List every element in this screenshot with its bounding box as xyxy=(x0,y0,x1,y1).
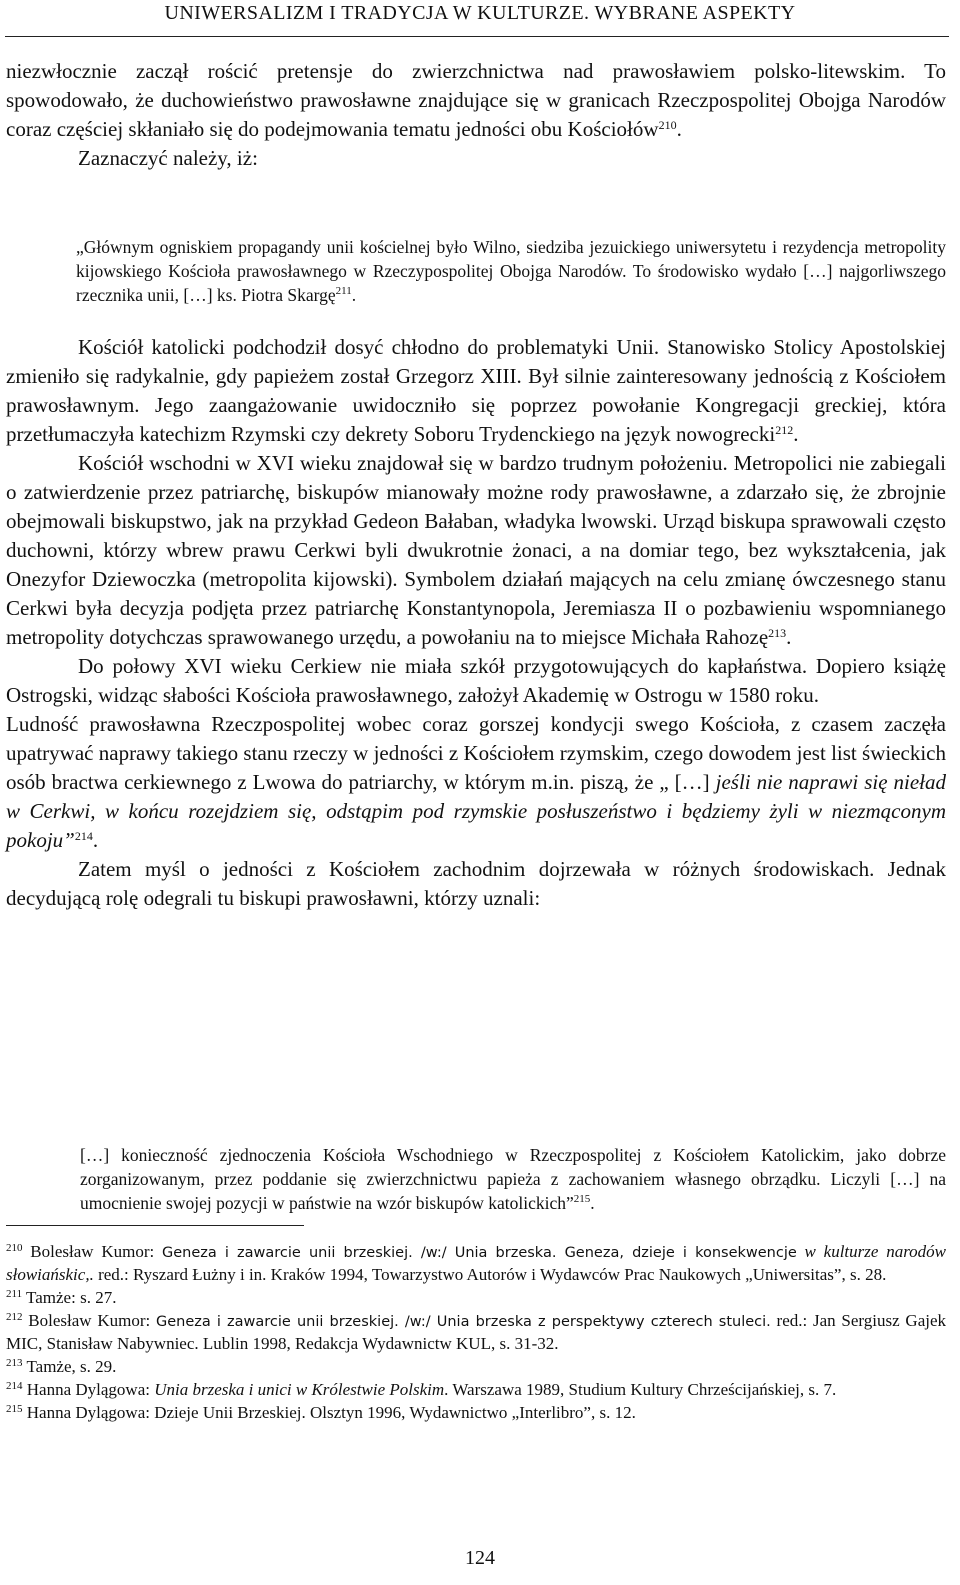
paragraph-7: Zatem myśl o jedności z Kościołem zachodnim dojrzewała w różnych środowiskach. Jednak decydującą rolę odegrali tu biskupi prawosławni, którzy uznali: xyxy=(6,857,946,910)
running-header: UNIWERSALIZM I TRADYCJA W KULTURZE. WYBRANE ASPEKTY xyxy=(164,2,796,24)
paragraph-6 xyxy=(6,710,946,855)
block-quote-1 xyxy=(76,235,946,307)
paragraph-6-quote: jeśli nie naprawi się nieład w Cerkwi, w końcu rozejdziem się, odstąpim pod rzymskie posłuszeństwo i będziemy żyli w niezmąconym pokoju xyxy=(6,770,947,852)
paragraph-1 xyxy=(6,57,946,144)
footnote-number: 215 xyxy=(6,1403,23,1415)
header-rule xyxy=(5,36,949,37)
footnote-rule xyxy=(6,1225,304,1226)
footnote-number: 211 xyxy=(6,1288,23,1300)
footnotes xyxy=(6,1241,946,1425)
footnote-number: 210 xyxy=(6,1242,23,1254)
intro-section xyxy=(6,57,946,173)
footnote-215 xyxy=(6,1402,946,1424)
main-section xyxy=(6,333,946,913)
footnote-ref-210[interactable]: 210 xyxy=(658,118,677,132)
footnote-author: Bolesław Kumor: xyxy=(28,1311,156,1330)
footnote-rest: red.: Jan Sergiusz Gajek MIC, Stanisław Nabywniec. Lublin 1998, Redakcja Wydawnictw KUL, s. 31-32. xyxy=(6,1311,947,1353)
paragraph-4-end: . xyxy=(786,625,792,649)
footnote-211 xyxy=(6,1287,946,1309)
paragraph-3-end: . xyxy=(793,422,799,446)
footnote-214 xyxy=(6,1379,946,1401)
footnote-210 xyxy=(6,1241,946,1286)
footnote-text: Tamże, s. 29. xyxy=(26,1357,117,1376)
footnote-rest: . Warszawa 1989, Studium Kultury Chrześcijańskiej, s. 7. xyxy=(444,1380,837,1399)
paragraph-4-text: Kościół wschodni w XVI wieku znajdował się w bardzo trudnym położeniu. Metropolici nie zabiegali o zatwierdzenie przez patriarchę, biskupów mianowały możne rody prawosławne, a zdarzało się, że zbrojnie obejmowali biskupstwo, jak na przykład Gedeon Bałaban, władyka lwowski. Urząd biskupa sprawowali często duchowni, którzy wbrew prawu Cerkwi byli dwukrotnie żonaci, a na domiar tego, bez wykształcenia, jak Onezyfor Dziewoczka (metropolita kijowski). Symbolem działań mających na celu zmianę ówczesnego stanu Cerkwi była decyzja podjęta przez patriarchę Konstantynopola, Jeremiasza II o pozbawieniu wspomnianego metropolity dotychczas sprawowanego urzędu, a powołaniu na to miejsce Michała Rahozę xyxy=(6,451,946,649)
block-quote-2-text: […] konieczność zjednoczenia Kościoła Wschodniego w Rzeczpospolitej z Kościołem Katolickim, jako dobrze zorganizowanym, przez poddanie się zwierzchnictwu papieża z zachowaniem własnego obrządku. Liczyli […] na umocnienie swojej pozycji w państwie na wzór biskupów katolickich” xyxy=(80,1145,946,1213)
paragraph-3-text: Kościół katolicki podchodził dosyć chłodno do problematyki Unii. Stanowisko Stolicy Apostolskiej zmieniło się radykalnie, gdy papieżem został Grzegorz XIII. Był silnie zainteresowany jednością z Kościołem prawosławnym. Jego zaangażowanie uwidoczniło się poprzez powołanie Kongregacji greckiej, która przetłumaczyła katechizm Rzymski czy dekrety Soboru Trydenckiego na język nowogrecki xyxy=(6,335,946,446)
footnote-ref-215[interactable]: 215 xyxy=(573,1193,591,1205)
block-quote-1-end: . xyxy=(351,285,357,305)
block-quote-1-text: „Głównym ogniskiem propagandy unii kościelnej było Wilno, siedziba jezuickiego uniwersytetu i rezydencja metropolity kijowskiego Kościoła prawosławnego w Rzeczypospolitej Obojga Narodów. To środowisko wydało […] najgorliwszego rzecznika unii, […] ks. Piotra Skargę xyxy=(76,237,946,305)
footnote-italic: Unia brzeska i unici w Królestwie Polskim xyxy=(154,1380,445,1399)
footnote-rest: red.: Ryszard Łużny i in. Kraków 1994, Towarzystwo Autorów i Wydawców Prac Naukowych „Uniwersitas”, s. 28. xyxy=(93,1265,887,1284)
paragraph-1-text: niezwłocznie zaczął rościć pretensje do zwierzchnictwa nad prawosławiem polsko-litewskim. To spowodowało, że duchowieństwo prawosławne znajdujące się w granicach Rzeczpospolitej Obojga Narodów coraz częściej skłaniało się do podejmowania tematu jedności obu Kościołów xyxy=(6,59,946,141)
page-number: 124 xyxy=(465,1547,495,1569)
footnote-number: 212 xyxy=(6,1311,23,1323)
footnote-author: Hanna Dylągowa: xyxy=(26,1380,155,1399)
paragraph-4 xyxy=(6,449,946,652)
footnote-number: 214 xyxy=(6,1380,23,1392)
footnote-ref-213[interactable]: 213 xyxy=(768,626,787,640)
footnote-213 xyxy=(6,1356,946,1378)
paragraph-2: Zaznaczyć należy, iż: xyxy=(78,146,258,170)
footnote-number: 213 xyxy=(6,1357,23,1369)
footnote-text: Tamże: s. 27. xyxy=(26,1288,117,1307)
block-quote-2 xyxy=(80,1143,946,1215)
footnote-ref-214[interactable]: 214 xyxy=(74,829,93,843)
paragraph-1-end: . xyxy=(676,117,682,141)
footnote-italic: w kulturze narodów słowiańskic,. xyxy=(6,1242,947,1284)
paragraph-6-close-quote: ” xyxy=(63,828,75,852)
paragraph-6-end: . xyxy=(92,828,99,852)
footnote-ref-212[interactable]: 212 xyxy=(775,423,794,437)
paragraph-5: Do połowy XVI wieku Cerkiew nie miała szkół przygotowujących do kapłaństwa. Dopiero książę Ostrogski, widząc słabości Kościoła prawosławnego, założył Akademię w Ostrogu w 1580 roku. xyxy=(6,654,946,707)
footnote-212 xyxy=(6,1310,946,1355)
footnote-text: Hanna Dylągowa: Dzieje Unii Brzeskiej. Olsztyn 1996, Wydawnictwo „Interlibro”, s. 12. xyxy=(26,1403,636,1422)
paragraph-3 xyxy=(6,333,946,449)
footnote-ref-211[interactable]: 211 xyxy=(335,285,352,297)
footnote-title: Geneza i zawarcie unii brzeskiej. /w:/ Unia brzeska z perspektywy czterech stuleci. xyxy=(155,1314,771,1330)
paragraph-6-text: Ludność prawosławna Rzeczpospolitej wobec coraz gorszej kondycji swego Kościoła, z czasem zaczęła upatrywać naprawy takiego stanu rzeczy w jedności z Kościołem rzymskim, czego dowodem jest list świeckich osób bractwa cerkiewnego z Lwowa do patriarchy, w którym m.in. piszą, że „ […] xyxy=(6,712,946,794)
block-quote-2-end: . xyxy=(590,1193,595,1213)
footnote-title: Geneza i zawarcie unii brzeskiej. /w:/ Unia brzeska. Geneza, dzieje i konsekwencje xyxy=(161,1245,797,1261)
footnote-author: Bolesław Kumor: xyxy=(30,1242,162,1261)
